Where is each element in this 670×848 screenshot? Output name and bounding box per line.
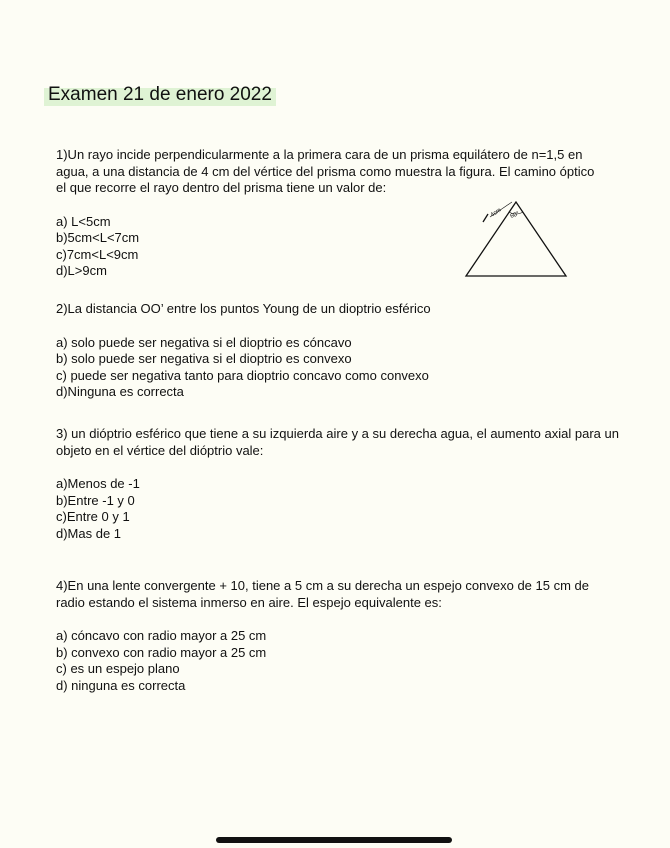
question-2-stem-line-1: 2)La distancia OO’ entre los puntos Young de un dioptrio esférico	[56, 301, 431, 316]
question-1-option-a: a) L<5cm	[56, 213, 111, 229]
incident-ray	[483, 214, 488, 222]
question-1-option-d: d)L>9cm	[56, 263, 107, 278]
question-1-stem-line-2: agua, a una distancia de 4 cm del vértice del prisma como muestra la figura. El camino óptico	[56, 163, 595, 179]
question-3-option-b: b)Entre -1 y 0	[56, 492, 135, 508]
question-4-option-a: a) cóncavo con radio mayor a 25 cm	[56, 628, 267, 643]
question-1-stem-line-1: 1)Un rayo incide perpendicularmente a la primera cara de un prisma equilátero de n=1,5 en	[56, 147, 583, 162]
exam-title: Examen 21 de enero 2022	[44, 84, 276, 106]
question-2-option-a: a) solo puede ser negativa si el dioptrio es cóncavo	[56, 334, 352, 350]
question-3-option-c: c)Entre 0 y 1	[56, 509, 130, 524]
distance-label: 4cm	[489, 207, 503, 219]
home-indicator[interactable]	[216, 837, 452, 843]
question-2-option-b: b) solo puede ser negativa si el dioptrio es convexo	[56, 351, 352, 366]
question-3	[56, 426, 619, 542]
question-3-option-d: d)Mas de 1	[56, 525, 122, 541]
question-2-option-d: d)Ninguna es correcta	[56, 384, 184, 399]
question-4-option-b: b) convexo con radio mayor a 25 cm	[56, 644, 267, 660]
question-1-option-b: b)5cm<L<7cm	[56, 230, 140, 245]
question-4-option-d: d) ninguna es correcta	[56, 677, 186, 693]
prism-figure	[460, 196, 572, 282]
question-1-stem-line-3: el que recorre el rayo dentro del prisma tiene un valor de:	[56, 180, 387, 195]
question-2-option-c: c) puede ser negativa tanto para dioptrio concavo como convexo	[56, 367, 429, 383]
question-3-stem-line-2: objeto en el vértice del dióptrio vale:	[56, 442, 264, 458]
question-1-option-c: c)7cm<L<9cm	[56, 246, 139, 262]
question-2	[56, 301, 431, 401]
question-3-option-a: a)Menos de -1	[56, 476, 140, 491]
question-4-stem-line-2: radio estando el sistema inmerso en aire. El espejo equivalente es:	[56, 594, 442, 610]
question-4-stem-line-1: 4)En una lente convergente + 10, tiene a 5 cm a su derecha un espejo convexo de 15 cm de	[56, 578, 589, 593]
angle-label: 60°	[509, 211, 521, 220]
question-4	[56, 578, 589, 694]
question-4-option-c: c) es un espejo plano	[56, 661, 180, 676]
question-3-stem-line-1: 3) un dióptrio esférico que tiene a su izquierda aire y a su derecha agua, el aumento axial para un	[56, 426, 619, 441]
